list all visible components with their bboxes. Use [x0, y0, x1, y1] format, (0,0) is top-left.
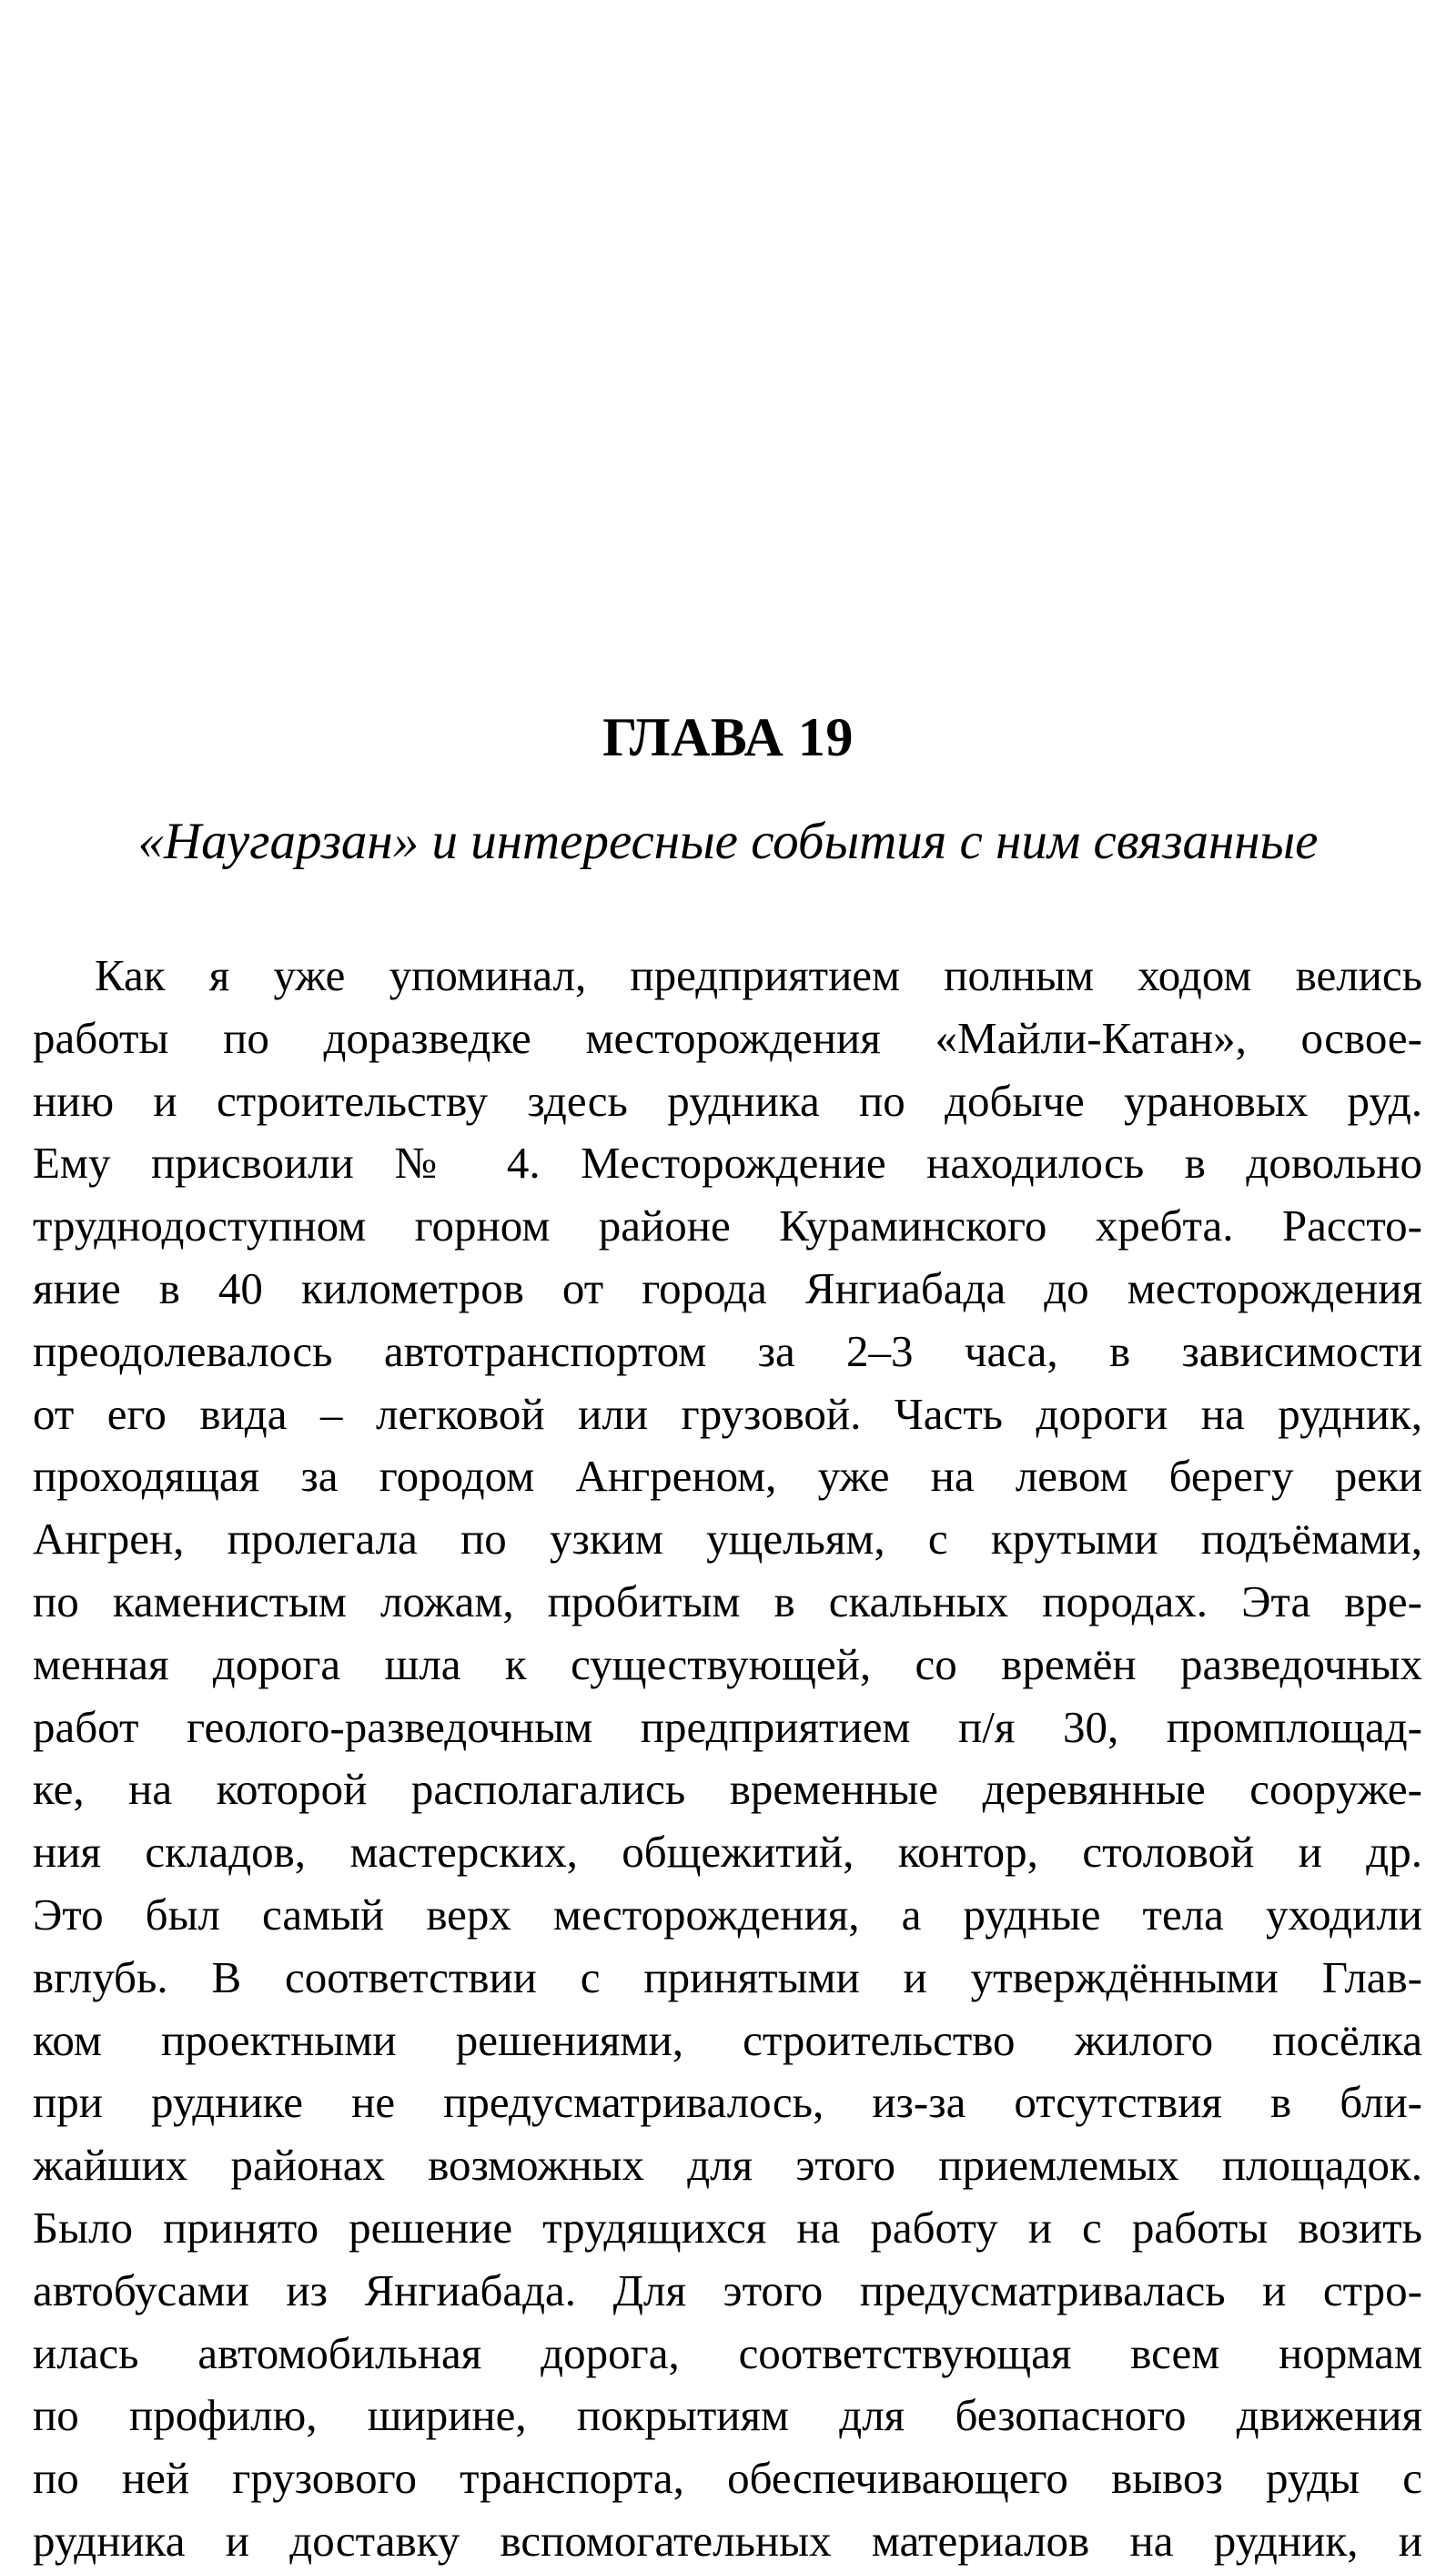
text-line: илась автомобильная дорога, соответствующая всем нормам: [33, 2327, 1422, 2378]
text-line: вглубь. В соответствии с принятыми и утверждёнными Глав-: [33, 1951, 1422, 2002]
text-line: Ангрен, пролегала по узким ущельям, с крутыми подъёмами,: [33, 1514, 1422, 1565]
text-line: яние в 40 километров от города Янгиабада до месторождения: [33, 1262, 1422, 1313]
text-line: нию и строительству здесь рудника по добыче урановых руд.: [33, 1075, 1422, 1126]
text-line: менная дорога шла к существующей, со времён разведочных: [33, 1638, 1422, 1689]
text-line: ке, на которой располагались временные деревянные сооруже-: [33, 1764, 1422, 1815]
text-line: по каменистым ложам, пробитым в скальных породах. Эта вре-: [33, 1575, 1422, 1626]
chapter-title: «Наугарзан» и интересные события с ним связанные: [137, 813, 1319, 870]
text-line: работ геолого-разведочным предприятием п/я 30, промплощад-: [33, 1701, 1422, 1752]
text-line: от его вида – легковой или грузовой. Часть дороги на рудник,: [33, 1388, 1422, 1439]
text-line: по профилю, ширине, покрытиям для безопасного движения: [33, 2390, 1422, 2441]
text-line: преодолевалось автотранспортом за 2–3 часа, в зависимости: [33, 1325, 1422, 1376]
text-line: Это был самый верх месторождения, а рудные тела уходили: [33, 1889, 1422, 1940]
body-text: [33, 945, 1422, 2573]
text-line: работы по доразведке месторождения «Майли-Катан», освое-: [33, 1012, 1422, 1063]
text-line: при руднике не предусматривалось, из-за отсутствия в бли-: [33, 2077, 1422, 2128]
text-line: труднодоступном горном районе Кураминского хребта. Рассто-: [33, 1200, 1422, 1251]
text-line: автобусами из Янгиабада. Для этого предусматривалась и стро-: [33, 2264, 1422, 2315]
text-line: Ему присвоили № 4. Месторождение находилось в довольно: [33, 1138, 1422, 1189]
text-line: жайших районах возможных для этого приемлемых площадок.: [33, 2140, 1422, 2191]
chapter-heading: ГЛАВА 19: [602, 707, 854, 767]
text-line: Как я уже упоминал, предприятием полным ходом велись: [95, 950, 1422, 1000]
text-line: ком проектными решениями, строительство жилого посёлка: [33, 2014, 1422, 2065]
text-line: по ней грузового транспорта, обеспечивающего вывоз руды с: [33, 2453, 1422, 2504]
text-line: рудника и доставку вспомогательных материалов на рудник, и: [33, 2515, 1422, 2566]
text-line: Было принято решение трудящихся на работу и с работы возить: [33, 2202, 1422, 2253]
text-line: проходящая за городом Ангреном, уже на левом берегу реки: [33, 1451, 1422, 1502]
text-line: ния складов, мастерских, общежитий, контор, столовой и др.: [33, 1827, 1422, 1878]
